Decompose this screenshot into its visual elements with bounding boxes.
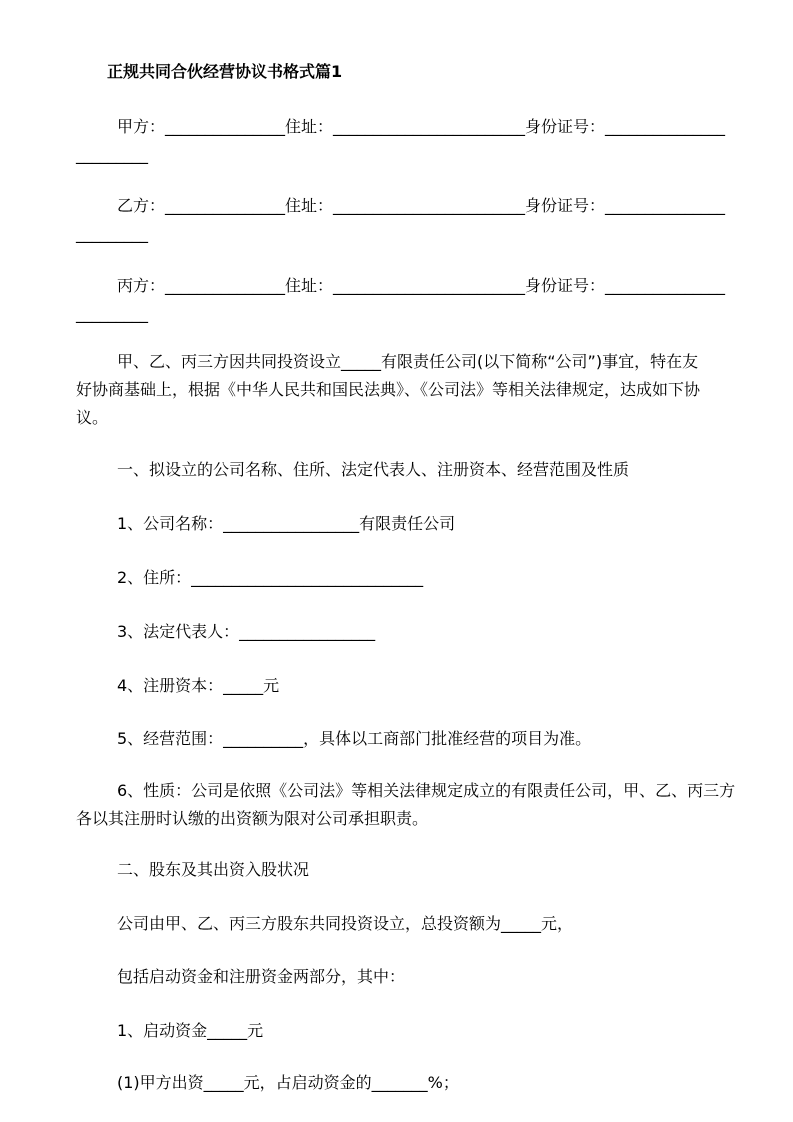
intro-line-1: 甲、乙、丙三方因共同投资设立_____有限责任公司(以下简称“公司”)事宜，特在友 [117,352,699,371]
intro-line-3: 议。 [76,408,109,427]
party-bing-line1: 丙方：_______________住址：________________________身份证号：_______________ [117,276,726,295]
section2-paragraph-jia-contribution: (1)甲方出资_____元，占启动资金的_______%； [117,1073,459,1092]
section2-paragraph-startup-fund: 1、启动资金_____元 [117,1021,264,1040]
party-yi-line2: _________ [76,224,148,243]
section2-paragraph-composition: 包括启动资金和注册资金两部分，其中： [117,967,406,986]
party-jia-line2: _________ [76,145,148,164]
section1-item-company-name: 1、公司名称：_________________有限责任公司 [117,514,456,533]
section1-item-legal-rep: 3、法定代表人：_________________ [117,622,376,641]
section1-item-nature-line1: 6、性质：公司是依照《公司法》等相关法律规定成立的有限责任公司，甲、乙、丙三方 [117,781,736,800]
section1-item-scope: 5、经营范围：__________，具体以工商部门批准经营的项目为准。 [117,729,592,748]
section1-item-address: 2、住所：_____________________________ [117,568,424,587]
section1-item-capital: 4、注册资本：_____元 [117,676,280,695]
section2-heading: 二、股东及其出资入股状况 [117,860,310,879]
party-bing-line2: _________ [76,304,148,323]
section1-heading: 一、拟设立的公司名称、住所、法定代表人、注册资本、经营范围及性质 [117,460,630,479]
party-jia-line1: 甲方：_______________住址：________________________身份证号：_______________ [117,117,726,136]
party-yi-line1: 乙方：_______________住址：________________________身份证号：_______________ [117,196,726,215]
intro-line-2: 好协商基础上，根据《中华人民共和国民法典》、《公司法》等相关法律规定，达成如下协 [76,380,701,399]
document-title: 正规共同合伙经营协议书格式篇1 [107,62,343,81]
section1-item-nature-line2: 各以其注册时认缴的出资额为限对公司承担职责。 [76,809,429,828]
section2-paragraph-total: 公司由甲、乙、丙三方股东共同投资设立，总投资额为_____元， [117,914,574,933]
